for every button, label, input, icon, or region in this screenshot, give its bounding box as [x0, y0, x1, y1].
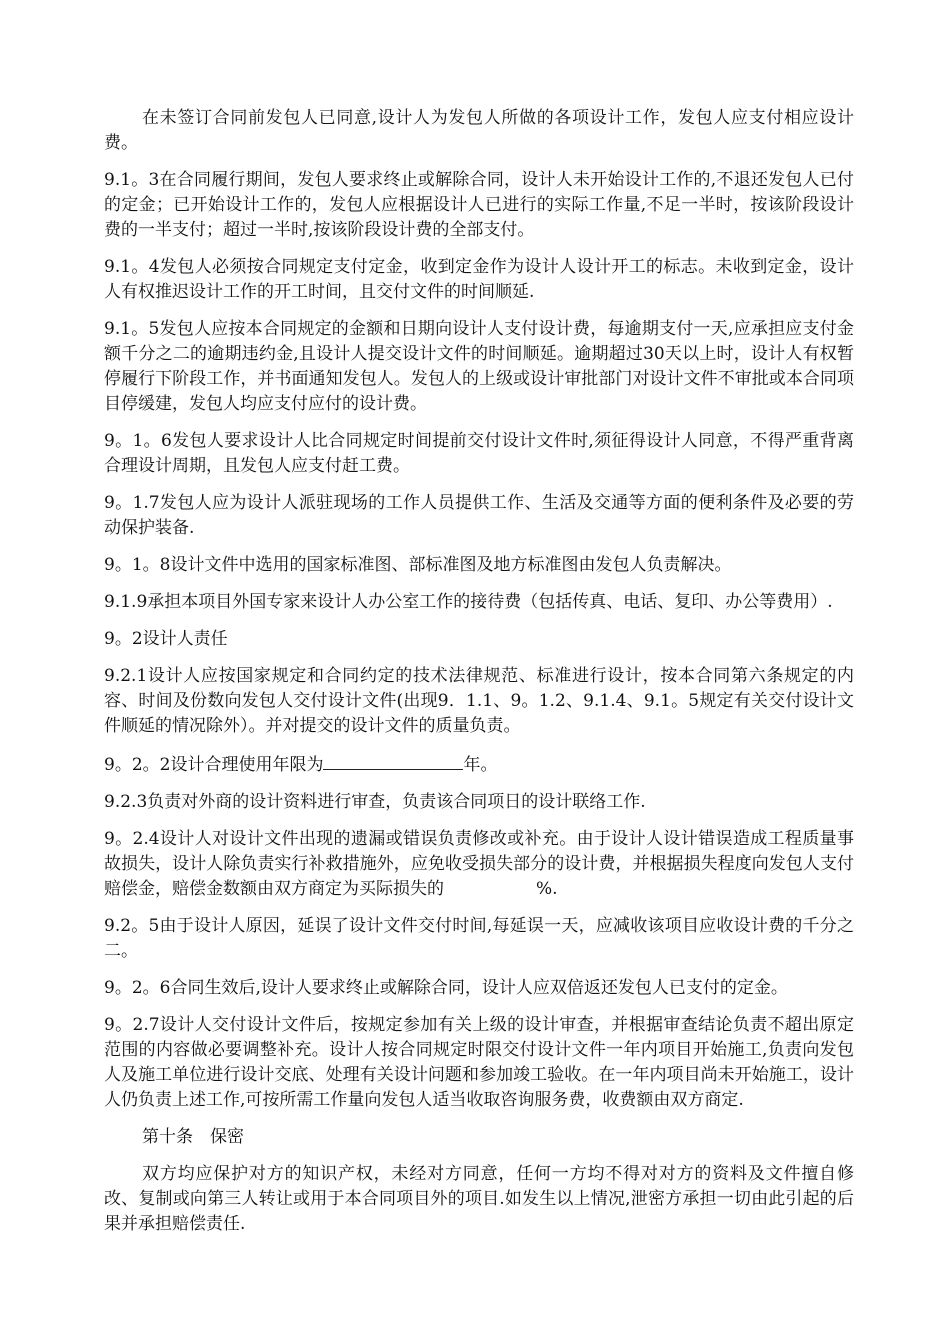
paragraph-9-2-5: 9.2。5由于设计人原因，延误了设计文件交付时间,每延误一天，应减收该项目应收设计费的千分之二。: [104, 916, 854, 961]
paragraph-9-2-2-suffix: 年。: [463, 755, 498, 775]
paragraph-confidentiality: 双方均应保护对方的知识产权，未经对方同意，任何一方均不得对对方的资料及文件擅自修改、复制或向第三人转让或用于本合同项目外的项目.如发生以上情况,泄密方承担一切由此引起的后果并承担赔偿责任.: [104, 1164, 854, 1234]
paragraph-9-1-6: 9。1。6发包人要求设计人比合同规定时间提前交付设计文件时,须征得设计人同意，不得严重背离合理设计周期，且发包人应支付赶工费。: [104, 431, 854, 476]
paragraph-9-2-4: [104, 827, 854, 902]
paragraph-9-1-9: 9.1.9承担本项目外国专家来设计人办公室工作的接待费（包括传真、电话、复印、办公等费用）.: [104, 592, 833, 612]
article-10-heading: 第十条 保密: [142, 1127, 244, 1147]
paragraph-9-2-7: 9。2.7设计人交付设计文件后，按规定参加有关上级的设计审查，并根据审查结论负责不超出原定范围的内容做必要调整补充。设计人按合同规定时限交付设计文件一年内项目开始施工,负责向发包人及施工单位进行设计交底、处理有关设计问题和参加竣工验收。在一年内项目尚未开始施工，设计人仍负责上述工作,可按所需工作量向发包人适当收取咨询服务费，收费额由双方商定.: [104, 1015, 854, 1110]
paragraph-9-2-6: 9。2。6合同生效后,设计人要求终止或解除合同，设计人应双倍返还发包人已支付的定金。: [104, 978, 788, 998]
section-heading-9-2: 9。2设计人责任: [104, 629, 228, 649]
paragraph-9-1-8: 9。1。8设计文件中选用的国家标准图、部标准图及地方标准图由发包人负责解决。: [104, 555, 732, 575]
paragraph-9-2-4-text: 9。2.4设计人对设计文件出现的遗漏或错误负责修改或补充。由于设计人设计错误造成工程质量事故损失，设计人除负责实行补救措施外，应免收受损失部分的设计费，并根据损失程度向发包人支付赔偿金，赔偿金数额由双方商定为买际损失的: [104, 829, 854, 899]
paragraph-9-2-3: 9.2.3负责对外商的设计资料进行审查，负责该合同项日的设计联络工作.: [104, 792, 646, 812]
paragraph-9-1-7: 9。1.7发包人应为设计人派驻现场的工作人员提供工作、生活及交通等方面的便利条件及必要的劳动保护装备.: [104, 493, 854, 538]
paragraph-prepayment-design-fee: 在未签订合同前发包人已同意,设计人为发包人所做的各项设计工作，发包人应支付相应设计费。: [104, 108, 854, 153]
paragraph-9-1-5: 9.1。5发包人应按本合同规定的金额和日期向设计人支付设计费，每逾期支付一天,应承担应支付金额千分之二的逾期违约金,且设计人提交设计文件的时间顺延。逾期超过30天以上时，设计人有权暂停履行下阶段工作，并书面通知发包人。发包人的上级或设计审批部门对设计文件不审批或本合同项目停缓建，发包人均应支付应付的设计费。: [104, 319, 854, 414]
fill-in-blank-years: [323, 751, 463, 770]
paragraph-9-1-4: 9.1。4发包人必须按合同规定支付定金，收到定金作为设计人设计开工的标志。未收到定金，设计人有权推迟设计工作的开工时间，且交付文件的时间顺延.: [104, 257, 854, 302]
paragraph-9-1-3: 9.1。3在合同履行期间，发包人要求终止或解除合同，设计人未开始设计工作的,不退还发包人已付的定金；已开始设计工作的，发包人应根据设计人已进行的实际工作量,不足一半时，按该阶段设计费的一半支付；超过一半时,按该阶段设计费的全部支付。: [104, 170, 854, 240]
paragraph-9-2-1: 9.2.1设计人应按国家规定和合同约定的技术法律规范、标准进行设计，按本合同第六条规定的内容、时间及份数向发包人交付设计文件(出现9．1.1、9。1.2、9.1.4、9.1。5规定有关交付设计文件顺延的情况除外）。并对提交的设计文件的质量负责。: [104, 666, 854, 736]
paragraph-9-2-2-text: 9。2。2设计合理使用年限为: [104, 755, 324, 775]
paragraph-9-2-2: [104, 751, 854, 778]
paragraph-9-2-4-suffix: %.: [536, 879, 558, 899]
